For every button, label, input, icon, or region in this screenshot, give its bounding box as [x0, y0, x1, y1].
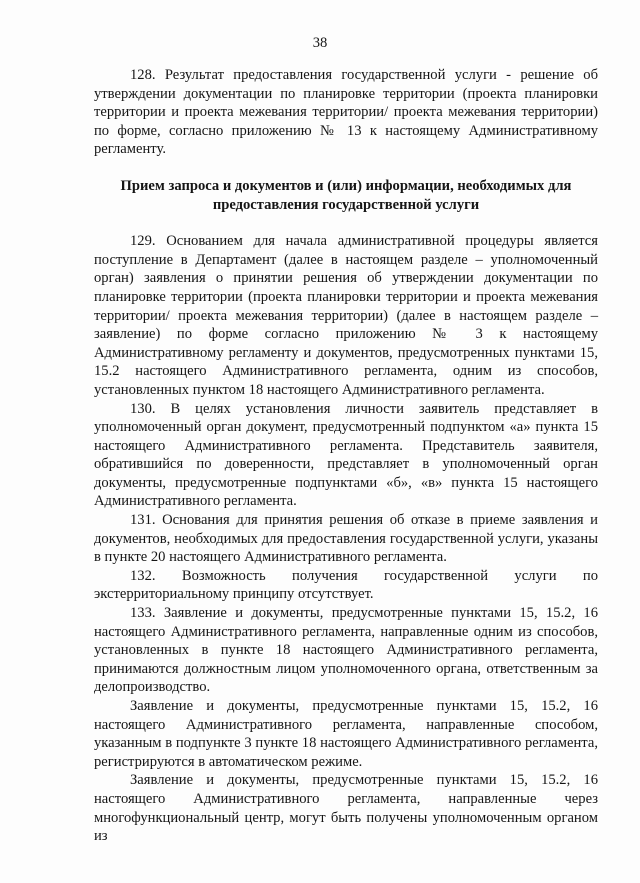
section-heading: Прием запроса и документов и (или) информации, необходимых для предоставления государственной услуги	[120, 177, 572, 213]
paragraph-128: 128. Результат предоставления государственной услуги - решение об утверждении документации по планировке территории (проекта планировки территории и проекта межевания территории/ проекта межевания территории) по форме, согласно приложению № 13 к настоящему Административному регламенту.	[94, 67, 598, 158]
paragraph-131: 131. Основания для принятия решения об отказе в приеме заявления и документов, необходимых для предоставления государственной услуги, указаны в пункте 20 настоящего Административного регламента.	[94, 512, 598, 566]
paragraph-132: 132. Возможность получения государственной услуги по экстерриториальному принципу отсутствует.	[94, 567, 598, 603]
paragraph-129: 129. Основанием для начала административной процедуры является поступление в Департамент (далее в настоящем разделе – уполномоченный орган) заявления о принятии решения об утверждении документации по планировке территории (проекта планировки территории и проекта межевания территории/ проекта межевания территории) (далее в настоящем разделе – заявление) по форме согласно приложению № 3 к настоящему Административному регламенту и документов, предусмотренных пунктами 15, 15.2 настоящего Административного регламента, одним из способов, установленных пунктом 18 настоящего Административного регламента.	[94, 233, 598, 398]
document-body	[94, 66, 598, 846]
paragraph-133: 133. Заявление и документы, предусмотренные пунктами 15, 15.2, 16 настоящего Административного регламента, направленные одним из способов, установленных в пункте 18 настоящего Административного регламента, принимаются должностным лицом уполномоченного органа, ответственным за делопроизводство.	[94, 605, 598, 696]
paragraph-130: 130. В целях установления личности заявитель представляет в уполномоченный орган документ, предусмотренный подпунктом «а» пункта 15 настоящего Административного регламента. Представитель заявителя, обратившийся по доверенности, представляет в уполномоченный орган документы, предусмотренные подпунктами «б», «в» пункта 15 настоящего Административного регламента.	[94, 400, 598, 510]
paragraph-133-automatic-registration: Заявление и документы, предусмотренные пунктами 15, 15.2, 16 настоящего Административного регламента, направленные способом, указанным в подпункте 3 пункте 18 настоящего Административного регламента, регистрируются в автоматическом режиме.	[94, 698, 598, 770]
paragraph-133-mfc: Заявление и документы, предусмотренные пунктами 15, 15.2, 16 настоящего Административного регламента, направленные через многофункциональный центр, могут быть получены уполномоченным органом из	[94, 772, 598, 845]
page-number: 38	[312, 35, 328, 51]
